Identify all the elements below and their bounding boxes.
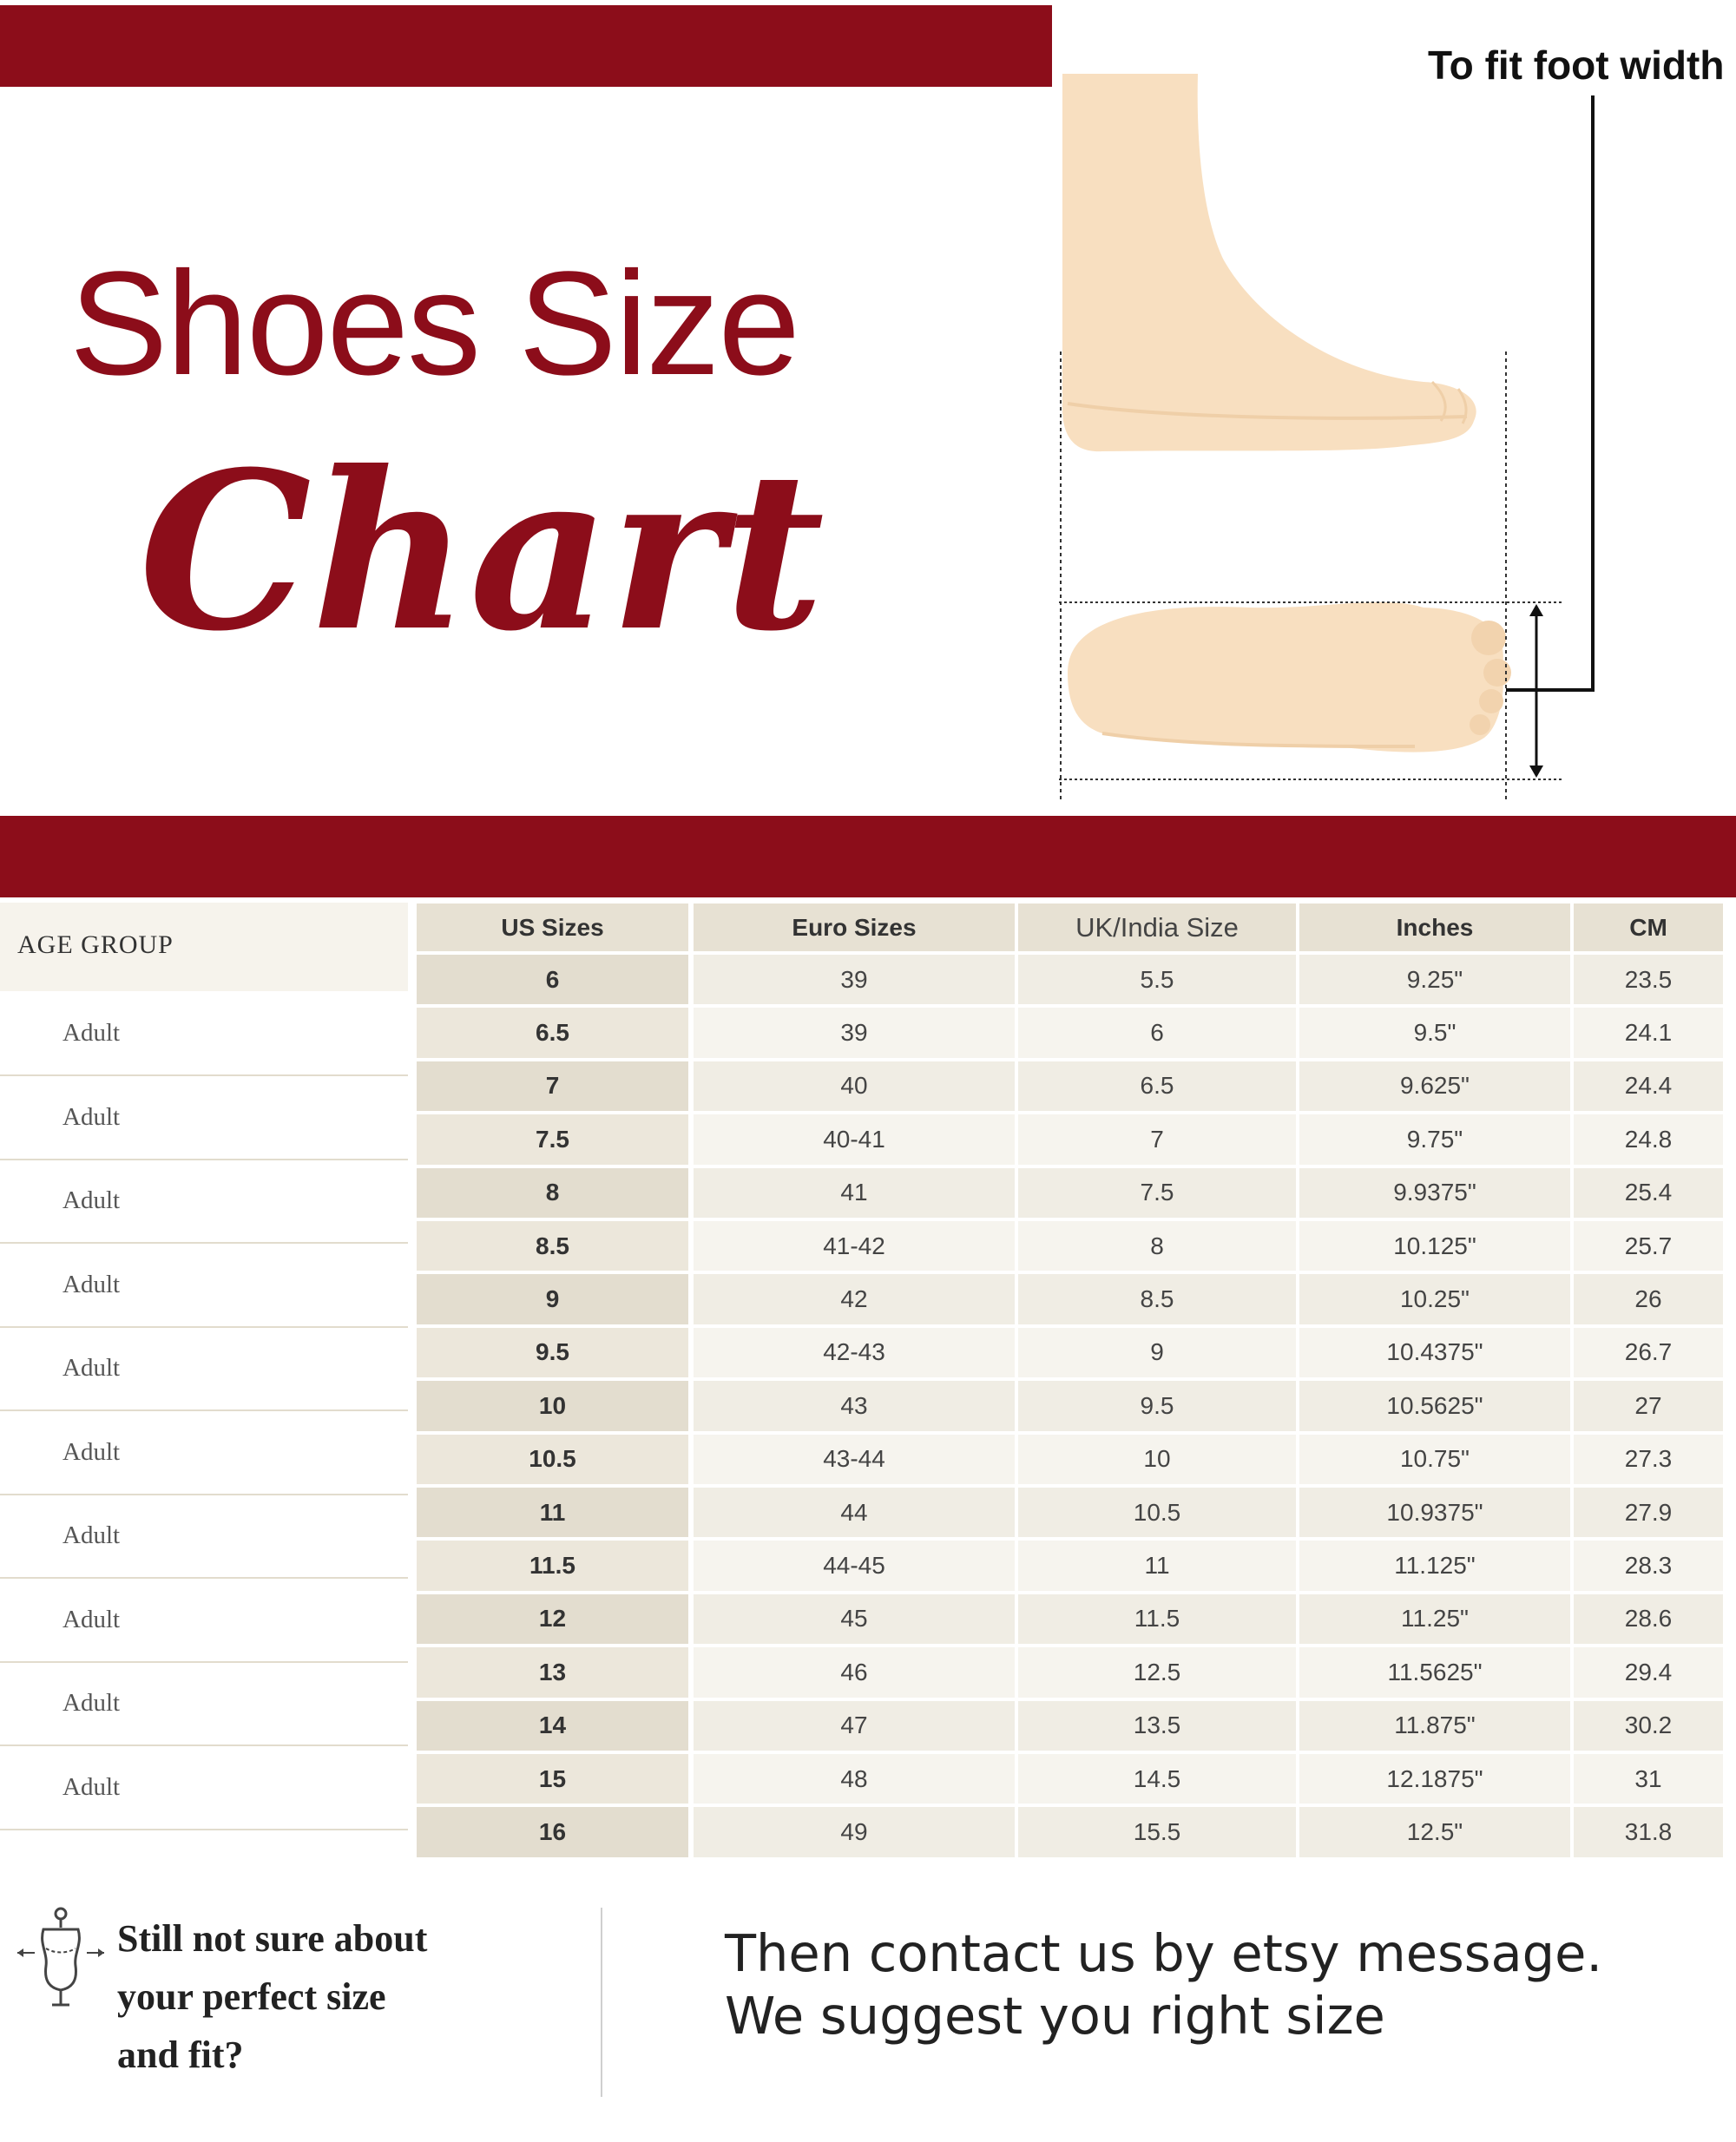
cell-us-size: 7 bbox=[417, 1061, 688, 1111]
cell-inches: 9.625" bbox=[1299, 1061, 1570, 1111]
cell-us-size: 10.5 bbox=[417, 1435, 688, 1484]
cell-cm: 24.4 bbox=[1574, 1061, 1723, 1111]
age-group-row bbox=[0, 993, 408, 1076]
help-question-line: and fit? bbox=[117, 2034, 244, 2076]
cell-uk-india-size: 9.5 bbox=[1018, 1381, 1296, 1430]
age-group-value: Adult bbox=[62, 1605, 121, 1633]
cell-uk-india-size: 13.5 bbox=[1018, 1701, 1296, 1751]
age-group-value: Adult bbox=[62, 1689, 121, 1717]
column-header-inches: Inches bbox=[1299, 903, 1570, 951]
cell-euro-size: 47 bbox=[694, 1701, 1015, 1751]
cell-cm: 31.8 bbox=[1574, 1807, 1723, 1856]
cell-cm: 31 bbox=[1574, 1754, 1723, 1804]
age-group-value: Adult bbox=[62, 1019, 121, 1047]
top-banner bbox=[0, 5, 1052, 87]
cell-uk-india-size: 9 bbox=[1018, 1328, 1296, 1377]
age-group-value: Adult bbox=[62, 1772, 121, 1801]
cell-us-size: 6 bbox=[417, 955, 688, 1004]
cell-us-size: 9.5 bbox=[417, 1328, 688, 1377]
cell-euro-size: 42 bbox=[694, 1274, 1015, 1324]
column-header-cm: CM bbox=[1574, 903, 1723, 951]
age-group-value: Adult bbox=[62, 1102, 121, 1131]
cell-us-size: 10 bbox=[417, 1381, 688, 1430]
cell-cm: 25.4 bbox=[1574, 1168, 1723, 1218]
cell-euro-size: 44-45 bbox=[694, 1541, 1015, 1590]
age-group-row bbox=[0, 1328, 408, 1411]
contact-message bbox=[725, 1922, 1602, 2047]
help-question-line: Still not sure about bbox=[117, 1917, 428, 1960]
cell-inches: 10.125" bbox=[1299, 1221, 1570, 1271]
cell-inches: 10.25" bbox=[1299, 1274, 1570, 1324]
cell-inches: 12.1875" bbox=[1299, 1754, 1570, 1804]
cell-euro-size: 45 bbox=[694, 1594, 1015, 1644]
cell-euro-size: 39 bbox=[694, 1008, 1015, 1057]
age-group-value: Adult bbox=[62, 1354, 121, 1382]
cell-uk-india-size: 11.5 bbox=[1018, 1594, 1296, 1644]
cell-us-size: 7.5 bbox=[417, 1114, 688, 1164]
age-group-value: Adult bbox=[62, 1521, 121, 1549]
cell-inches: 9.25" bbox=[1299, 955, 1570, 1004]
cell-euro-size: 40 bbox=[694, 1061, 1015, 1111]
cell-euro-size: 48 bbox=[694, 1754, 1015, 1804]
age-group-value: Adult bbox=[62, 1186, 121, 1214]
cell-inches: 9.9375" bbox=[1299, 1168, 1570, 1218]
cell-cm: 27.3 bbox=[1574, 1435, 1723, 1484]
cell-us-size: 9 bbox=[417, 1274, 688, 1324]
cell-euro-size: 49 bbox=[694, 1807, 1015, 1856]
cell-euro-size: 44 bbox=[694, 1488, 1015, 1537]
cell-cm: 30.2 bbox=[1574, 1701, 1723, 1751]
cell-inches: 10.4375" bbox=[1299, 1328, 1570, 1377]
help-question-line: your perfect size bbox=[117, 1975, 386, 2018]
dress-form-icon bbox=[13, 1905, 108, 2009]
foot-illustration bbox=[1050, 61, 1606, 816]
cell-uk-india-size: 8.5 bbox=[1018, 1274, 1296, 1324]
cell-us-size: 14 bbox=[417, 1701, 688, 1751]
cell-cm: 28.3 bbox=[1574, 1541, 1723, 1590]
age-group-row bbox=[0, 1747, 408, 1830]
cell-us-size: 16 bbox=[417, 1807, 688, 1856]
cell-inches: 10.9375" bbox=[1299, 1488, 1570, 1537]
foot-width-label: To fit foot width bbox=[1428, 43, 1725, 88]
column-header-euro-size: Euro Sizes bbox=[694, 903, 1015, 951]
cell-inches: 11.125" bbox=[1299, 1541, 1570, 1590]
cell-us-size: 15 bbox=[417, 1754, 688, 1804]
cell-us-size: 8.5 bbox=[417, 1221, 688, 1271]
cell-us-size: 11.5 bbox=[417, 1541, 688, 1590]
cell-cm: 23.5 bbox=[1574, 955, 1723, 1004]
age-group-row bbox=[0, 1077, 408, 1160]
footer-divider bbox=[601, 1908, 602, 2097]
cell-uk-india-size: 6 bbox=[1018, 1008, 1296, 1057]
cell-cm: 28.6 bbox=[1574, 1594, 1723, 1644]
cell-inches: 11.875" bbox=[1299, 1701, 1570, 1751]
cell-euro-size: 41-42 bbox=[694, 1221, 1015, 1271]
cell-uk-india-size: 5.5 bbox=[1018, 955, 1296, 1004]
age-group-row bbox=[0, 1663, 408, 1746]
cell-uk-india-size: 11 bbox=[1018, 1541, 1296, 1590]
cell-euro-size: 43 bbox=[694, 1381, 1015, 1430]
cell-us-size: 6.5 bbox=[417, 1008, 688, 1057]
cell-cm: 26 bbox=[1574, 1274, 1723, 1324]
cell-uk-india-size: 7 bbox=[1018, 1114, 1296, 1164]
cell-inches: 10.5625" bbox=[1299, 1381, 1570, 1430]
cell-uk-india-size: 8 bbox=[1018, 1221, 1296, 1271]
cell-uk-india-size: 10.5 bbox=[1018, 1488, 1296, 1537]
cell-us-size: 8 bbox=[417, 1168, 688, 1218]
age-group-row bbox=[0, 1160, 408, 1244]
cell-inches: 11.25" bbox=[1299, 1594, 1570, 1644]
foot-side-icon bbox=[1062, 74, 1476, 451]
cell-uk-india-size: 15.5 bbox=[1018, 1807, 1296, 1856]
age-group-row bbox=[0, 1495, 408, 1579]
column-header-us-size: US Sizes bbox=[417, 903, 688, 951]
cell-euro-size: 46 bbox=[694, 1647, 1015, 1697]
cell-cm: 24.8 bbox=[1574, 1114, 1723, 1164]
cell-us-size: 12 bbox=[417, 1594, 688, 1644]
cell-uk-india-size: 7.5 bbox=[1018, 1168, 1296, 1218]
cell-inches: 10.75" bbox=[1299, 1435, 1570, 1484]
cell-cm: 27 bbox=[1574, 1381, 1723, 1430]
cell-inches: 12.5" bbox=[1299, 1807, 1570, 1856]
cell-uk-india-size: 6.5 bbox=[1018, 1061, 1296, 1111]
cell-us-size: 11 bbox=[417, 1488, 688, 1537]
cell-euro-size: 43-44 bbox=[694, 1435, 1015, 1484]
cell-euro-size: 40-41 bbox=[694, 1114, 1015, 1164]
cell-cm: 25.7 bbox=[1574, 1221, 1723, 1271]
age-group-row bbox=[0, 1412, 408, 1495]
cell-inches: 9.75" bbox=[1299, 1114, 1570, 1164]
cell-us-size: 13 bbox=[417, 1647, 688, 1697]
cell-uk-india-size: 14.5 bbox=[1018, 1754, 1296, 1804]
age-group-value: Adult bbox=[62, 1437, 121, 1466]
cell-uk-india-size: 12.5 bbox=[1018, 1647, 1296, 1697]
help-question bbox=[117, 1909, 569, 2084]
cell-cm: 24.1 bbox=[1574, 1008, 1723, 1057]
cell-euro-size: 41 bbox=[694, 1168, 1015, 1218]
page-title-script: Chart bbox=[139, 424, 825, 679]
cell-cm: 27.9 bbox=[1574, 1488, 1723, 1537]
cell-cm: 29.4 bbox=[1574, 1647, 1723, 1697]
cell-inches: 9.5" bbox=[1299, 1008, 1570, 1057]
age-group-row bbox=[0, 1580, 408, 1663]
column-header-uk-india-size: UK/India Size bbox=[1018, 903, 1296, 951]
cell-uk-india-size: 10 bbox=[1018, 1435, 1296, 1484]
cell-cm: 26.7 bbox=[1574, 1328, 1723, 1377]
foot-top-icon bbox=[1068, 602, 1511, 752]
age-group-value: Adult bbox=[62, 1270, 121, 1298]
age-group-row bbox=[0, 1245, 408, 1328]
cell-euro-size: 39 bbox=[694, 955, 1015, 1004]
contact-message-line: Then contact us by etsy message. bbox=[725, 1923, 1603, 1983]
cell-inches: 11.5625" bbox=[1299, 1647, 1570, 1697]
age-group-header-label: AGE GROUP bbox=[17, 930, 174, 959]
section-divider-banner bbox=[0, 816, 1736, 897]
page-title: Shoes Size bbox=[69, 241, 799, 406]
cell-euro-size: 42-43 bbox=[694, 1328, 1015, 1377]
contact-message-line: We suggest you right size bbox=[725, 1986, 1385, 2046]
